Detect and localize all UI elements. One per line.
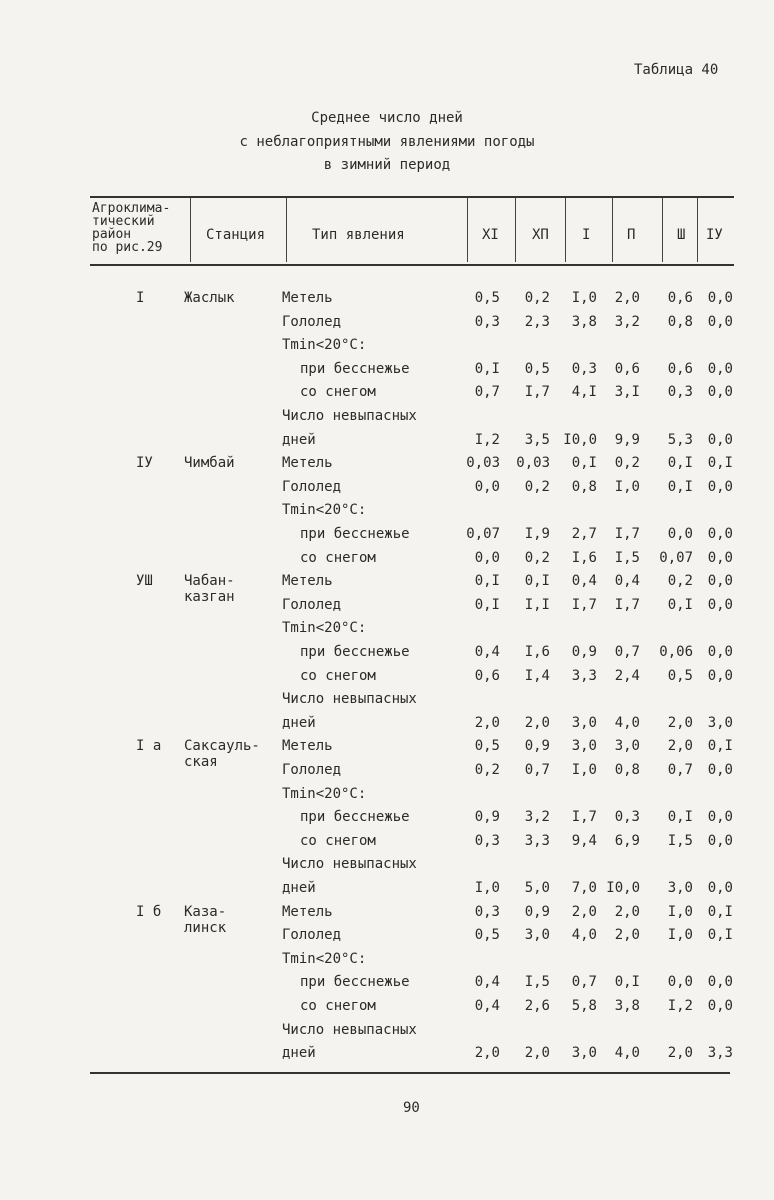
value-cell: I,4: [524, 667, 550, 684]
value-cell: 0,I: [707, 927, 733, 944]
value-cell: 0,7: [474, 384, 500, 401]
value-cell: 4,I: [571, 384, 597, 401]
header-month: I: [582, 227, 591, 243]
station-cell: Жаслык: [184, 290, 235, 306]
value-cell: 0,0: [707, 360, 733, 377]
header-region-line: район: [92, 227, 132, 242]
type-cell: Tmin<20°C:: [282, 950, 367, 967]
value-cell: 2,0: [667, 714, 693, 731]
value-cell: 3,I: [614, 384, 640, 401]
value-cell: 3,0: [571, 1045, 597, 1062]
region-cell: I а: [136, 738, 162, 755]
value-cell: I,0: [614, 478, 640, 495]
value-cell: 2,0: [474, 714, 500, 731]
value-cell: I,6: [571, 549, 597, 566]
value-cell: 0,4: [571, 573, 597, 590]
value-cell: 0,6: [667, 360, 693, 377]
value-cell: I,5: [524, 974, 550, 991]
value-cell: 0,5: [524, 360, 550, 377]
value-cell: 0,9: [474, 809, 500, 826]
value-cell: 0,6: [667, 290, 693, 306]
value-cell: 0,I: [667, 478, 693, 495]
value-cell: 0,0: [707, 998, 733, 1014]
value-cell: 0,I: [614, 974, 640, 991]
value-cell: I,7: [614, 596, 640, 613]
value-cell: 2,4: [614, 667, 640, 684]
station-cell: Чабан-: [184, 573, 235, 590]
value-cell: 3,8: [571, 313, 597, 330]
table-bottom-rule: [90, 1072, 730, 1074]
type-cell: Tmin<20°C:: [282, 337, 367, 354]
station-cell: Чимбай: [184, 455, 235, 472]
value-cell: 0,07: [659, 549, 693, 566]
value-cell: 0,03: [466, 455, 500, 472]
type-cell: Гололед: [282, 313, 342, 330]
type-cell: при бесснежье: [300, 360, 410, 377]
value-cell: 0,0: [667, 974, 693, 991]
type-cell: Tmin<20°C:: [282, 620, 367, 637]
value-cell: 0,0: [707, 478, 733, 495]
header-region-line: по рис.29: [92, 240, 163, 255]
value-cell: 0,0: [707, 974, 733, 991]
value-cell: 3,0: [614, 738, 640, 755]
value-cell: 0,2: [667, 573, 693, 590]
type-cell: дней: [282, 431, 316, 448]
value-cell: 2,0: [571, 903, 597, 920]
header-station: Станция: [206, 227, 266, 243]
value-cell: 0,0: [707, 596, 733, 613]
value-cell: 3,0: [571, 714, 597, 731]
type-cell: дней: [282, 714, 316, 731]
value-cell: 0,I: [667, 809, 693, 826]
value-cell: 0,7: [571, 974, 597, 991]
value-cell: 2,0: [474, 1045, 500, 1062]
value-cell: 0,0: [707, 880, 733, 896]
value-cell: 9,4: [571, 832, 597, 849]
type-cell: Метель: [282, 573, 333, 590]
value-cell: 5,3: [667, 431, 693, 448]
value-cell: 0,0: [474, 478, 500, 495]
type-cell: Число невыпасных: [282, 856, 417, 873]
value-cell: 0,0: [474, 549, 500, 566]
value-cell: 0,4: [474, 974, 500, 991]
value-cell: 0,0: [707, 290, 733, 306]
value-cell: 4,0: [614, 714, 640, 731]
value-cell: 0,2: [524, 549, 550, 566]
station-cell: казган: [184, 589, 235, 606]
value-cell: 0,I: [667, 455, 693, 472]
value-cell: 3,8: [614, 998, 640, 1014]
region-cell: IУ: [136, 455, 153, 472]
value-cell: I,2: [474, 431, 500, 448]
value-cell: 0,I: [667, 596, 693, 613]
value-cell: 0,3: [667, 384, 693, 401]
value-cell: 2,0: [614, 903, 640, 920]
value-cell: 2,0: [524, 714, 550, 731]
type-cell: Гололед: [282, 927, 342, 944]
value-cell: 4,0: [614, 1045, 640, 1062]
type-cell: со снегом: [300, 832, 376, 849]
region-cell: I: [136, 290, 145, 306]
header-type: Тип явления: [312, 227, 405, 243]
value-cell: 0,9: [524, 738, 550, 755]
value-cell: 0,4: [614, 573, 640, 590]
value-cell: 3,0: [667, 880, 693, 896]
value-cell: I,7: [571, 596, 597, 613]
value-cell: I,5: [667, 832, 693, 849]
value-cell: 0,I: [707, 903, 733, 920]
header-month: Ш: [677, 227, 686, 243]
value-cell: 0,7: [614, 644, 640, 660]
type-cell: со снегом: [300, 998, 376, 1014]
value-cell: 0,5: [667, 667, 693, 684]
value-cell: 0,8: [667, 313, 693, 330]
value-cell: 0,I: [707, 455, 733, 472]
value-cell: 2,0: [614, 290, 640, 306]
value-cell: 0,2: [614, 455, 640, 472]
value-cell: 3,0: [707, 714, 733, 731]
value-cell: I,0: [474, 880, 500, 896]
type-cell: Tmin<20°C:: [282, 785, 367, 802]
value-cell: 0,0: [707, 573, 733, 590]
value-cell: 2,0: [614, 927, 640, 944]
value-cell: I,2: [667, 998, 693, 1014]
type-cell: Метель: [282, 903, 333, 920]
type-cell: дней: [282, 1045, 316, 1062]
value-cell: 2,0: [667, 738, 693, 755]
value-cell: 0,9: [524, 903, 550, 920]
region-cell: УШ: [136, 573, 153, 590]
value-cell: 0,I: [474, 596, 500, 613]
value-cell: 0,I: [524, 573, 550, 590]
value-cell: 2,3: [524, 313, 550, 330]
header-month: П: [627, 227, 636, 243]
type-cell: Число невыпасных: [282, 1021, 417, 1038]
type-cell: Число невыпасных: [282, 408, 417, 424]
value-cell: 3,2: [614, 313, 640, 330]
type-cell: Метель: [282, 738, 333, 755]
value-cell: 2,0: [667, 1045, 693, 1062]
type-cell: со снегом: [300, 667, 376, 684]
station-cell: ская: [184, 754, 218, 771]
value-cell: I0,0: [563, 431, 597, 448]
value-cell: 0,07: [466, 526, 500, 542]
value-cell: 0,3: [614, 809, 640, 826]
type-cell: Гололед: [282, 762, 342, 778]
value-cell: 3,3: [707, 1045, 733, 1062]
type-cell: Число невыпасных: [282, 691, 417, 708]
type-cell: Tmin<20°C:: [282, 502, 367, 519]
value-cell: 4,0: [571, 927, 597, 944]
type-cell: Гололед: [282, 478, 342, 495]
value-cell: I,I: [524, 596, 550, 613]
header-month: XП: [532, 227, 549, 243]
value-cell: 0,0: [707, 313, 733, 330]
value-cell: 6,9: [614, 832, 640, 849]
value-cell: 0,2: [524, 290, 550, 306]
value-cell: 0,5: [474, 927, 500, 944]
value-cell: 0,5: [474, 290, 500, 306]
value-cell: 9,9: [614, 431, 640, 448]
table-label: Таблица 40: [634, 62, 719, 78]
value-cell: 0,4: [474, 644, 500, 660]
type-cell: Метель: [282, 455, 333, 472]
value-cell: 0,3: [474, 313, 500, 330]
type-cell: со снегом: [300, 549, 376, 566]
value-cell: I,0: [667, 903, 693, 920]
type-cell: при бесснежье: [300, 974, 410, 991]
value-cell: 0,7: [524, 762, 550, 778]
title-line: в зимний период: [323, 157, 451, 173]
header-region: [92, 202, 170, 254]
value-cell: 7,0: [571, 880, 597, 896]
value-cell: I,7: [614, 526, 640, 542]
value-cell: 0,0: [707, 384, 733, 401]
value-cell: 0,0: [667, 526, 693, 542]
header-region-line: Агроклима-: [92, 201, 171, 216]
header-region-line: тический: [92, 214, 155, 229]
header-month: IУ: [706, 227, 723, 243]
value-cell: 0,0: [707, 832, 733, 849]
value-cell: I0,0: [606, 880, 640, 896]
value-cell: I,0: [571, 762, 597, 778]
value-cell: 0,6: [614, 360, 640, 377]
value-cell: 5,8: [571, 998, 597, 1014]
value-cell: 0,3: [474, 832, 500, 849]
table-header-bottom-rule: [90, 264, 734, 266]
value-cell: 0,0: [707, 762, 733, 778]
value-cell: 0,2: [474, 762, 500, 778]
value-cell: 0,0: [707, 667, 733, 684]
value-cell: I,6: [524, 644, 550, 660]
value-cell: 0,I: [571, 455, 597, 472]
value-cell: 0,0: [707, 549, 733, 566]
page-number: 90: [403, 1100, 420, 1116]
value-cell: I,0: [667, 927, 693, 944]
value-cell: 3,2: [524, 809, 550, 826]
value-cell: I,7: [571, 809, 597, 826]
type-cell: со снегом: [300, 384, 376, 401]
value-cell: 0,I: [474, 360, 500, 377]
value-cell: 0,8: [571, 478, 597, 495]
type-cell: при бесснежье: [300, 809, 410, 826]
title-line: с неблагоприятными явлениями погоды: [239, 134, 535, 150]
value-cell: 5,0: [524, 880, 550, 896]
value-cell: 3,3: [571, 667, 597, 684]
value-cell: 0,0: [707, 644, 733, 660]
type-cell: при бесснежье: [300, 644, 410, 660]
value-cell: I,7: [524, 384, 550, 401]
value-cell: I,9: [524, 526, 550, 542]
value-cell: 0,0: [707, 526, 733, 542]
station-cell: линск: [184, 919, 227, 936]
value-cell: 0,2: [524, 478, 550, 495]
value-cell: 0,0: [707, 809, 733, 826]
value-cell: 3,0: [571, 738, 597, 755]
header-month: XI: [482, 227, 499, 243]
table-top-rule: [90, 196, 734, 198]
value-cell: 0,03: [516, 455, 550, 472]
station-cell: Саксауль-: [184, 738, 260, 755]
value-cell: 0,4: [474, 998, 500, 1014]
value-cell: 3,5: [524, 431, 550, 448]
value-cell: I,0: [571, 290, 597, 306]
type-cell: дней: [282, 880, 316, 896]
value-cell: 0,0: [707, 431, 733, 448]
value-cell: 0,7: [667, 762, 693, 778]
type-cell: Метель: [282, 290, 333, 306]
title-line: Среднее число дней: [311, 110, 463, 126]
value-cell: 2,0: [524, 1045, 550, 1062]
type-cell: Гололед: [282, 596, 342, 613]
value-cell: 2,7: [571, 526, 597, 542]
value-cell: 2,6: [524, 998, 550, 1014]
value-cell: 0,3: [571, 360, 597, 377]
value-cell: 3,0: [524, 927, 550, 944]
type-cell: при бесснежье: [300, 526, 410, 542]
station-cell: Каза-: [184, 903, 227, 920]
value-cell: 0,8: [614, 762, 640, 778]
value-cell: 0,5: [474, 738, 500, 755]
value-cell: 0,I: [707, 738, 733, 755]
value-cell: 0,I: [474, 573, 500, 590]
value-cell: 0,6: [474, 667, 500, 684]
value-cell: 0,06: [659, 644, 693, 660]
value-cell: I,5: [614, 549, 640, 566]
value-cell: 3,3: [524, 832, 550, 849]
value-cell: 0,9: [571, 644, 597, 660]
value-cell: 0,3: [474, 903, 500, 920]
region-cell: I б: [136, 903, 162, 920]
